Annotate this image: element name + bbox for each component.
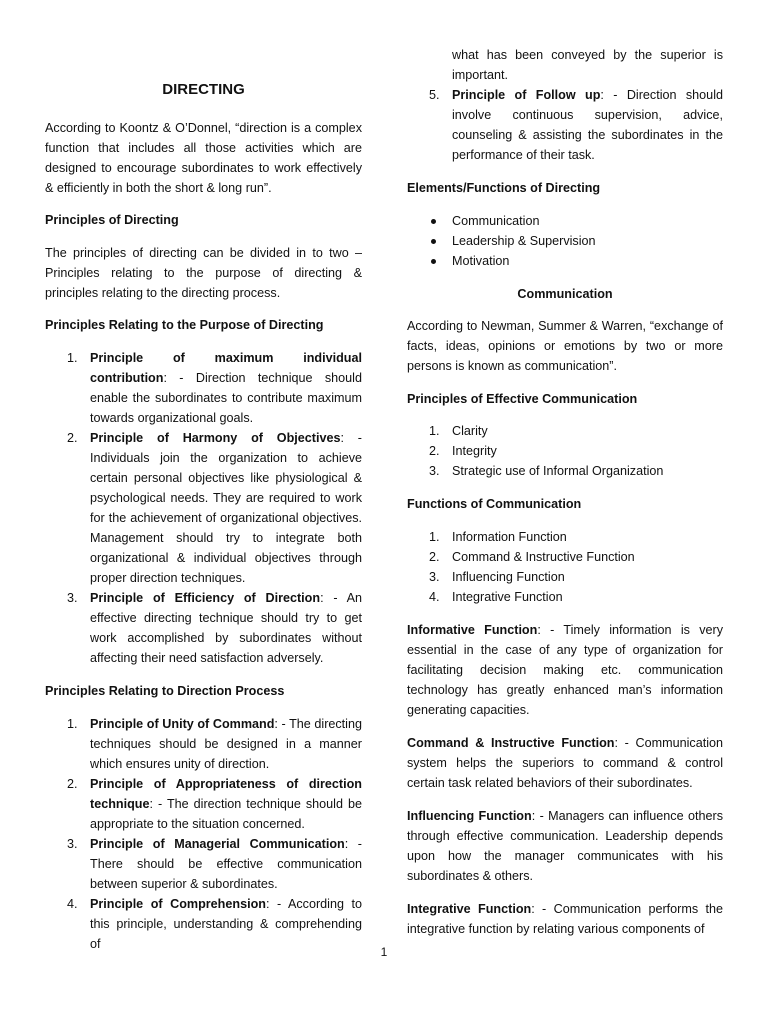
list-number: 4. — [67, 897, 78, 911]
list-item-continued — [407, 45, 723, 85]
bullet-icon — [431, 239, 436, 244]
list-text: Integrity — [452, 444, 497, 458]
bullet-text: Communication — [452, 214, 540, 228]
list-term: Principle of Comprehension — [90, 897, 266, 911]
list-number: 2. — [429, 444, 440, 458]
list-text: : - An effective directing technique should try to get work accomplished by subordinates without affecting their need satisfaction adversely. — [90, 591, 362, 665]
list-number: 1. — [429, 424, 440, 438]
page-number: 1 — [380, 945, 388, 959]
purpose-list — [45, 348, 362, 668]
effective-heading: Principles of Effective Communication — [407, 392, 638, 406]
functions-heading: Functions of Communication — [407, 497, 582, 511]
communication-definition: According to Newman, Summer & Warren, “exchange of facts, ideas, opinions or emotions by two or more persons is known as communication”. — [407, 319, 723, 373]
list-text: : - The direction technique should be appropriate to the situation concerned. — [90, 797, 362, 831]
list-term: Principle of maximum individual contribution — [90, 351, 362, 385]
influencing-paragraph — [407, 806, 723, 886]
command-paragraph — [407, 733, 723, 793]
paragraph-term: Informative Function — [407, 623, 538, 637]
list-number: 2. — [67, 431, 78, 445]
list-term: Principle of Managerial Communication — [90, 837, 345, 851]
list-term: Principle of Appropriateness of direction technique — [90, 777, 362, 811]
integrative-paragraph — [407, 899, 723, 939]
bullet-text: Leadership & Supervision — [452, 234, 596, 248]
paragraph-text: : - Managers can influence others through effective communication. Leadership depends upon how the manager communicates with his subordinates & others. — [407, 809, 723, 883]
list-number: 3. — [67, 591, 78, 605]
principles-paragraph: The principles of directing can be divided in to two – Principles relating to the purpose of directing & principles relating to the directing process. — [45, 246, 362, 300]
list-item — [45, 428, 362, 588]
communication-heading: Communication — [517, 287, 613, 301]
list-number: 4. — [429, 590, 440, 604]
elements-list — [407, 211, 723, 271]
list-term: Principle of Unity of Command — [90, 717, 275, 731]
list-item — [407, 547, 723, 567]
bullet-item — [407, 231, 723, 251]
list-text: Integrative Function — [452, 590, 563, 604]
left-column — [45, 0, 362, 954]
list-number: 5. — [429, 88, 440, 102]
list-item — [407, 587, 723, 607]
list-item — [45, 834, 362, 894]
paragraph-text: : - Communication system helps the superiors to command & control certain task related behaviors of their subordinates. — [407, 736, 724, 790]
list-number: 1. — [67, 351, 78, 365]
purpose-heading: Principles Relating to the Purpose of Directing — [45, 318, 324, 332]
list-text: Influencing Function — [452, 570, 565, 584]
list-number: 3. — [429, 570, 440, 584]
list-term: Principle of Harmony of Objectives — [90, 431, 341, 445]
list-item — [45, 348, 362, 428]
list-item — [407, 85, 723, 165]
list-item — [45, 774, 362, 834]
list-item — [45, 714, 362, 774]
list-text: : - There should be effective communication between superior & subordinates. — [90, 837, 362, 891]
list-number: 3. — [429, 464, 440, 478]
list-number: 2. — [67, 777, 78, 791]
page-title: DIRECTING — [162, 81, 245, 98]
list-number: 1. — [429, 530, 440, 544]
list-text: : - The directing techniques should be designed in a manner which ensures unity of direction. — [90, 717, 362, 771]
bullet-icon — [431, 259, 436, 264]
principles-heading: Principles of Directing — [45, 213, 179, 227]
paragraph-term: Command & Instructive Function — [407, 736, 615, 750]
list-item — [407, 567, 723, 587]
list-number: 3. — [67, 837, 78, 851]
list-item — [407, 441, 723, 461]
list-item — [407, 527, 723, 547]
elements-heading: Elements/Functions of Directing — [407, 181, 601, 195]
process-list — [45, 714, 362, 954]
list-text: Information Function — [452, 530, 567, 544]
list-text: : - Individuals join the organization to achieve certain personal objectives like physiological & psychological needs. They are required to work for the achievement of organizational objectives. Management should try to integrate both organizational & individual objectives through proper direction techniques. — [90, 431, 363, 585]
list-text: Clarity — [452, 424, 488, 438]
list-item — [407, 461, 723, 481]
intro-paragraph: According to Koontz & O’Donnel, “direction is a complex function that includes all those activities which are designed to encourage subordinates to work effectively & efficiently in both the short & long run”. — [45, 121, 362, 195]
list-item — [407, 421, 723, 441]
list-text: what has been conveyed by the superior is important. — [452, 48, 723, 82]
paragraph-term: Influencing Function — [407, 809, 532, 823]
informative-paragraph — [407, 620, 723, 720]
list-number: 1. — [67, 717, 78, 731]
list-text: : - Direction technique should enable the subordinates to contribute maximum towards organizational goals. — [90, 371, 362, 425]
list-item — [45, 588, 362, 668]
paragraph-text: : - Communication performs the integrative function by relating various components of — [407, 902, 723, 936]
list-term: Principle of Efficiency of Direction — [90, 591, 321, 605]
paragraph-term: Integrative Function — [407, 902, 532, 916]
functions-list — [407, 527, 723, 607]
continued-list — [407, 45, 723, 165]
effective-list — [407, 421, 723, 481]
list-text: : - According to this principle, understanding & comprehending of — [90, 897, 363, 951]
list-number: 2. — [429, 550, 440, 564]
paragraph-text: : - Timely information is very essential in the case of any type of organization for facilitating decision making etc. communication technology has greatly enhanced man’s information generating capacities. — [407, 623, 723, 717]
bullet-item — [407, 211, 723, 231]
bullet-item — [407, 251, 723, 271]
list-term: Principle of Follow up — [452, 88, 601, 102]
right-column — [407, 0, 723, 939]
list-text: Command & Instructive Function — [452, 550, 635, 564]
bullet-icon — [431, 219, 436, 224]
process-heading: Principles Relating to Direction Process — [45, 684, 285, 698]
bullet-text: Motivation — [452, 254, 510, 268]
list-text: : - Direction should involve continuous supervision, advice, counseling & assisting the subordinates in the performance of their task. — [452, 88, 723, 162]
list-text: Strategic use of Informal Organization — [452, 464, 664, 478]
